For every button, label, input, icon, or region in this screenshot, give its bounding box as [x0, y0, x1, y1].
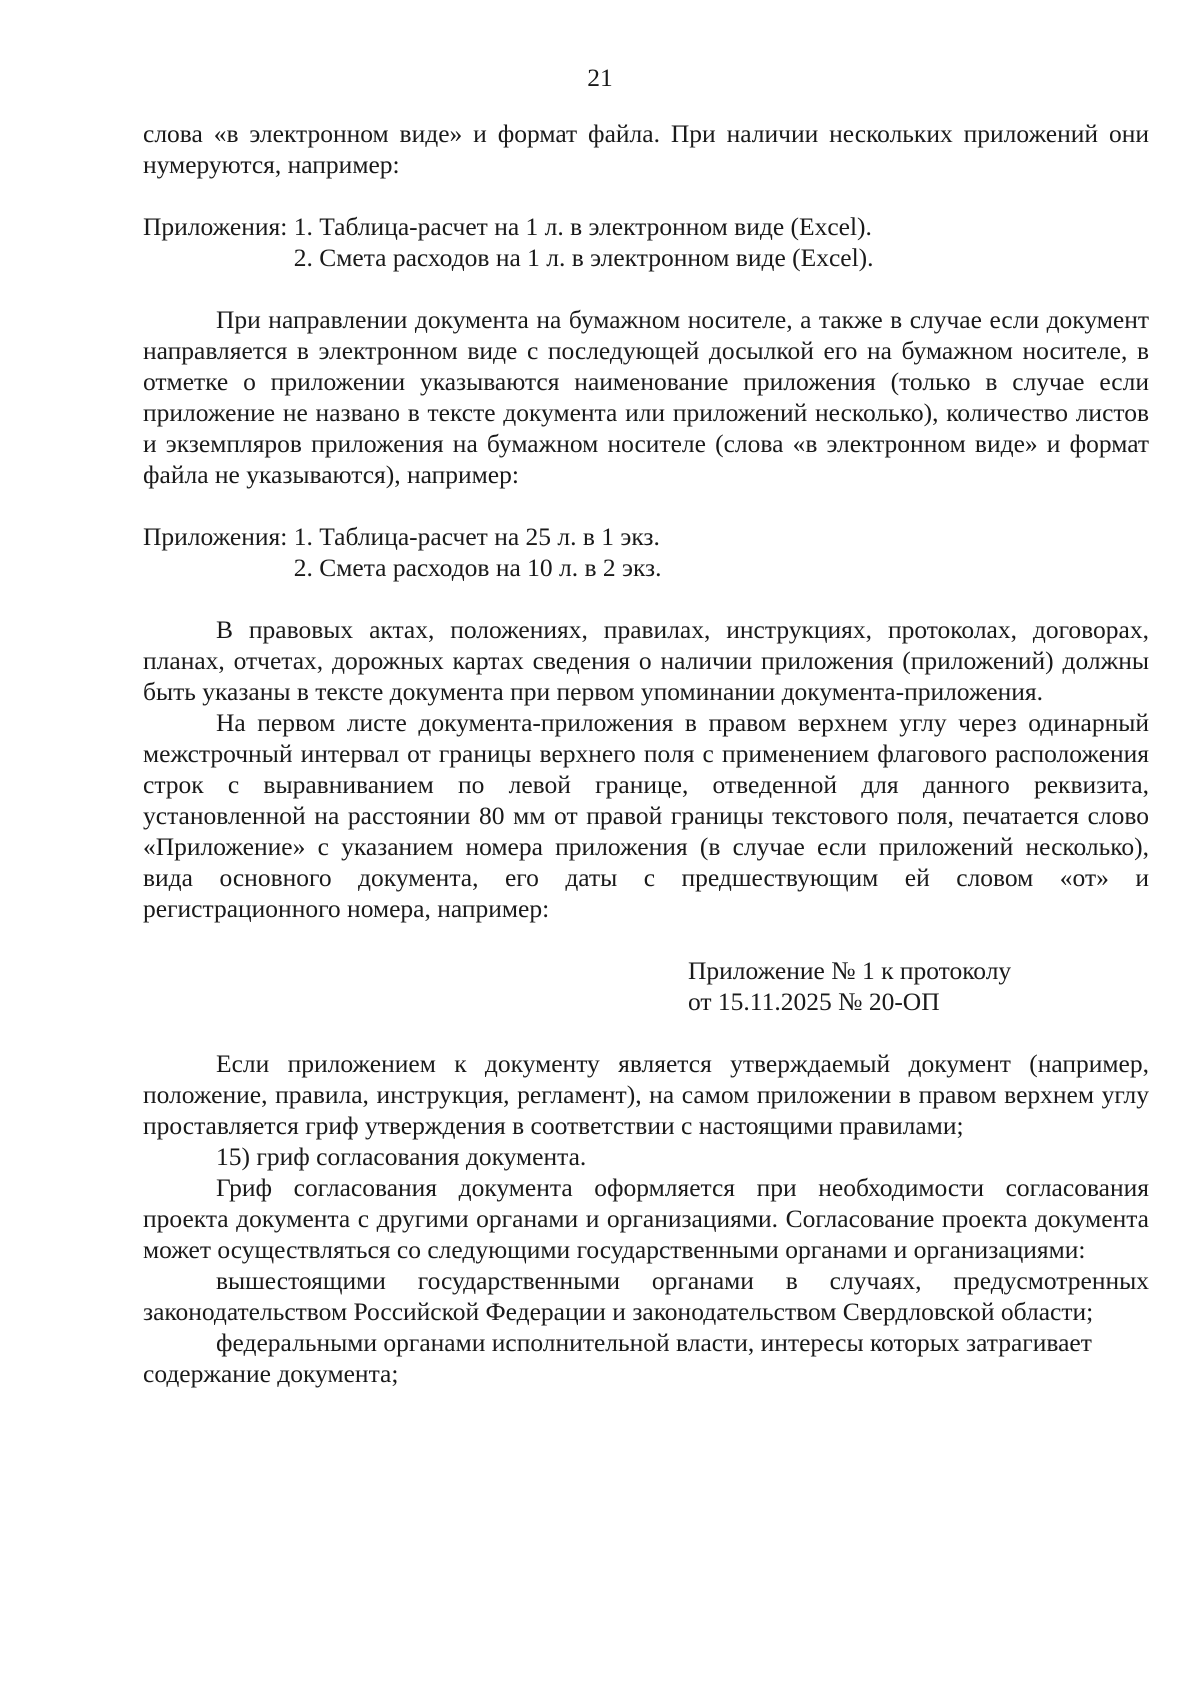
- attachments-label: Приложения:: [143, 522, 294, 551]
- attachment-item: 1. Таблица-расчет на 25 л. в 1 экз.: [293, 522, 660, 551]
- document-body: [143, 118, 1149, 1389]
- attachment-stamp-example: [688, 955, 1128, 1017]
- paragraph-first-sheet: На первом листе документа-приложения в правом верхнем углу через одинарный межстрочный интервал от границы верхнего поля с применением флагового расположения строк с выравниванием по левой границе, отведенной для данного реквизита, установленной на расстоянии 80 мм от правой границы текстового поля, печатается слово «Приложение» с указанием номера приложения (в случае если приложений несколько), вида основного документа, его даты с предшествующим ей словом «от» и регистрационного номера, например:: [143, 708, 1149, 923]
- paragraph-approval-stamp: Если приложением к документу является утверждаемый документ (например, положение, правила, инструкция, регламент), на самом приложении в правом верхнем углу проставляется гриф утверждения в соответствии с настоящими правилами;: [143, 1049, 1149, 1140]
- list-item-higher-bodies: вышестоящими государственными органами в случаях, предусмотренных законодательством Российской Федерации и законодательством Свердловской области;: [143, 1266, 1149, 1326]
- paragraph-legal-acts: В правовых актах, положениях, правилах, инструкциях, протоколах, договорах, планах, отчетах, дорожных картах сведения о наличии приложения (приложений) должны быть указаны в тексте документа при первом упоминании документа-приложения.: [143, 615, 1149, 706]
- paragraph-format-note: слова «в электронном виде» и формат файла. При наличии нескольких приложений они нумеруются, например:: [143, 119, 1149, 179]
- stamp-line: от 15.11.2025 № 20-ОП: [688, 987, 940, 1016]
- attachments-example-electronic: [143, 211, 1149, 273]
- attachments-label: Приложения:: [143, 212, 294, 241]
- attachment-item: 2. Смета расходов на 1 л. в электронном виде (Excel).: [293, 243, 874, 272]
- attachment-item: 1. Таблица-расчет на 1 л. в электронном виде (Excel).: [293, 212, 872, 241]
- paragraph-agreement-stamp: Гриф согласования документа оформляется при необходимости согласования проекта документа с другими органами и организациями. Согласование проекта документа может осуществляться со следующими государственными органами и организациями:: [143, 1173, 1149, 1264]
- section-heading-15: 15) гриф согласования документа.: [216, 1142, 587, 1171]
- paragraph-paper-attachments: При направлении документа на бумажном носителе, а также в случае если документ направляется в электронном виде с последующей досылкой его на бумажном носителе, в отметке о приложении указываются наименование приложения (только в случае если приложение не названо в тексте документа или приложений несколько), количество листов и экземпляров приложения на бумажном носителе (слова «в электронном виде» и формат файла не указываются), например:: [143, 305, 1149, 489]
- attachment-item: 2. Смета расходов на 10 л. в 2 экз.: [293, 553, 662, 582]
- stamp-line: Приложение № 1 к протоколу: [688, 956, 1012, 985]
- list-item-federal-bodies: федеральными органами исполнительной власти, интересы которых затрагивает содержание документа;: [143, 1328, 1092, 1388]
- page-number: 21: [587, 63, 613, 92]
- attachments-example-paper: [143, 521, 1149, 583]
